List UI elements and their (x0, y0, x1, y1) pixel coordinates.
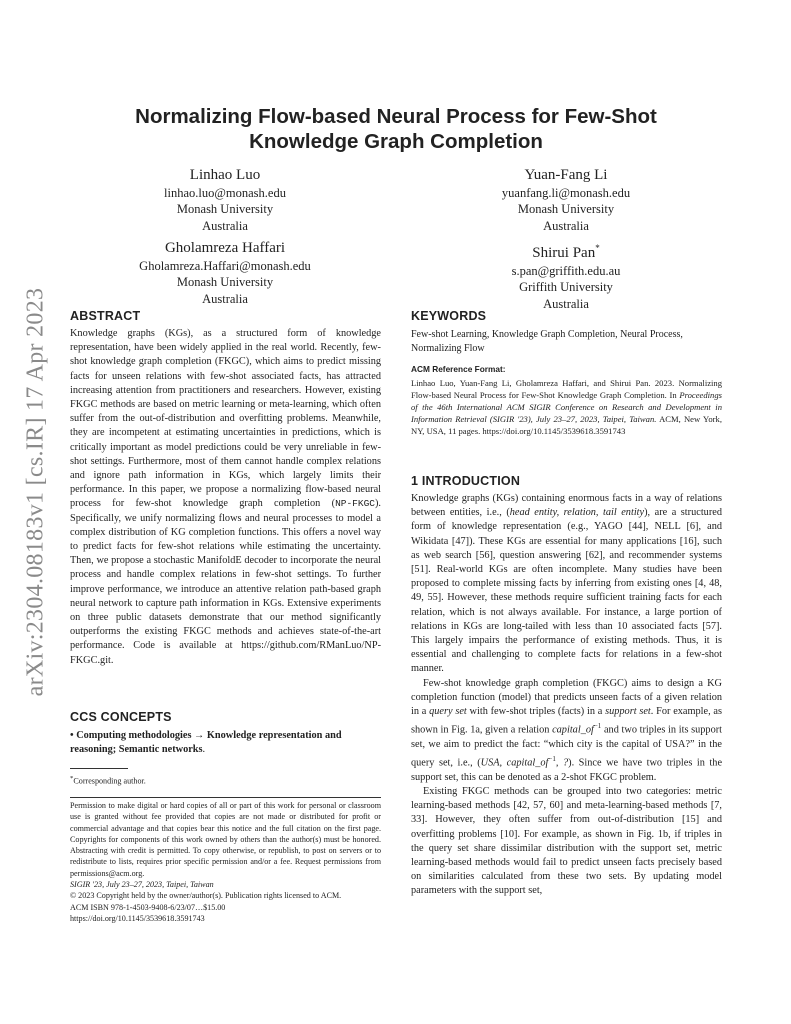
intro-paragraph: Knowledge graphs (KGs) containing enormous facts in a way of relations between entities, i.e., (head entity, relation, tail entity), are a structured form of knowledge representation (e.g., YAGO [44], NELL [6], and Wikidata [47]). These KGs are essential for many applications [16], such as web search [56], question answering [62], and recommender systems [51]. Real-world KGs are often incomplete. Many studies have been proposed to complete missing facts by inferring from existing ones [4, 48, 49, 55]. However, these methods require sufficient training facts for each relation, which is not always available. For instance, a large portion of relations in KGs are long-tailed with less than 10 associated facts [57]. This largely impairs the performance of existing methods. Thus, it is essential and challenging to complete facts for relations in a few-shot manner. (411, 493, 722, 675)
isbn: ACM ISBN 978-1-4503-9408-6/23/07…$15.00 (70, 902, 226, 912)
copyright: © 2023 Copyright held by the owner/author(s). Publication rights licensed to ACM. (70, 891, 342, 901)
paper-title (70, 104, 722, 154)
acm-reference-heading: ACM Reference Format: (411, 364, 506, 374)
author-name: Gholamreza Haffari (164, 240, 286, 256)
permission-block (70, 800, 381, 924)
conference-info: SIGIR '23, July 23–27, 2023, Taipei, Taiwan (70, 880, 214, 890)
author-email: s.pan@griffith.edu.au (511, 264, 621, 278)
author-name: Linhao Luo (189, 167, 261, 183)
author-name: Yuan-Fang Li (524, 167, 608, 183)
introduction-heading: 1 INTRODUCTION (411, 474, 521, 488)
abstract-heading: ABSTRACT (70, 309, 141, 323)
author-affiliation: Monash University (517, 202, 615, 217)
title-line-1: Normalizing Flow-based Neural Process for Few-Shot (135, 105, 657, 128)
method-name: NP-FKGC (335, 498, 375, 510)
arxiv-identifier: arXiv:2304.08183v1 [cs.IR] 17 Apr 2023 (22, 287, 49, 697)
author-country: Australia (202, 218, 248, 233)
title-line-2: Knowledge Graph Completion (249, 130, 543, 153)
author-country: Australia (543, 296, 589, 311)
author-email: Gholamreza.Haffari@monash.edu (139, 259, 311, 273)
author-country: Australia (543, 218, 589, 233)
intro-paragraph: Existing FKGC methods can be grouped into two categories: metric learning-based methods [42, 57, 60] and meta-learning-based methods [7, 33]. However, they often suffer from out-of-distribution [15] and overfitting problems [10]. For example, as shown in Fig. 1b, if triples in the query set share dissimilar distribution with the support set, metric learning-based methods would fail to predict unseen facts precisely based on similarities calculated from these two sets. By updating model parameters with the support set, (411, 785, 722, 897)
author-block (471, 166, 661, 234)
footnote-divider (70, 768, 128, 769)
ccs-concepts: • Computing methodologies → Knowledge representation and reasoning; Semantic networks. (70, 730, 342, 756)
permission-text: Permission to make digital or hard copies of all or part of this work for personal or classroom use is granted without fee provided that copies are not made or distributed for profit or commercial advantage and that copies bear this notice and the full citation on the first page. Copyrights for components of this work owned by others than the author(s) must be honored. Abstracting with credit is permitted. To copy otherwise, or republish, to post on servers or to redistribute to lists, requires prior specific permission and/or a fee. Request permissions from permissions@acm.org. (70, 801, 381, 878)
author-block (130, 166, 320, 234)
keywords-text: Few-shot Learning, Knowledge Graph Completion, Neural Process, Normalizing Flow (411, 329, 683, 355)
abstract-body: Knowledge graphs (KGs), as a structured form of knowledge representation, have been widely applied in the real world. Recently, few-shot knowledge graph completion (FKGC), which aims to predict missing facts for unseen relations with few-shot associated facts, has attracted increasing attention from practitioners and researchers. However, existing FKGC methods are based on metric learning or meta-learning, which often suffer from the out-of-distribution and overfitting problems. Meanwhile, they are incompetent at estimating uncertainties in predictions, which is critically important as model predictions could be very unreliable in few-shot settings. Furthermore, most of them cannot handle complex relations and ignore path information in KGs, which largely limits their performance. In this paper, we propose a normalizing flow-based neural process for few-shot knowledge graph completion (NP-FKGC). Specifically, we unify normalizing flows and neural processes to model a complex distribution of KG completion functions. This offers a novel way to predict facts for few-shot relations while estimating the uncertainty. Then, we propose a stochastic ManifoldE decoder to incorporate the neural process and handle complex relations in few-shot settings. To further improve performance, we introduce an attentive relation path-based graph neural network to capture path information in KGs. Extensive experiments on three public datasets demonstrate that our method significantly outperforms the existing FKGC methods and achieves state-of-the-art performance. Code is available at https://github.com/RManLuo/NP-FKGC.git. (70, 328, 381, 666)
footnote: *Corresponding author. (70, 775, 146, 786)
permission-divider (70, 797, 381, 798)
author-affiliation: Griffith University (519, 280, 613, 295)
author-email: yuanfang.li@monash.edu (501, 186, 631, 200)
intro-paragraph: Few-shot knowledge graph completion (FKGC) aims to design a KG completion function (model) that predicts unseen facts of a given relation in a query set with few-shot triples (facts) in a support set. For example, as shown in Fig. 1a, given a relation $capital\_of^{-1}$ and two triples in its support set, we aim to predict the fact: “which city is the capital of USA?” in the query set, i.e., (USA, $capital\_of^{-1}$, ?). Since we have two triples in the support set, this can be denoted as a 2-shot FKGC problem. (411, 677, 723, 783)
author-name: Shirui Pan (532, 245, 596, 261)
acm-reference-text: Linhao Luo, Yuan-Fang Li, Gholamreza Haffari, and Shirui Pan. 2023. Normalizing Flow-based Neural Process for Few-Shot Knowledge Graph Completion. In Proceedings of the 46th International ACM SIGIR Conference on Research and Development in Information Retrieval (SIGIR '23), July 23–27, 2023, Taipei, Taiwan. ACM, New York, NY, USA, 11 pages. https://doi.org/10.1145/3539618.3591743 (411, 378, 722, 437)
keywords-heading: KEYWORDS (411, 309, 487, 323)
introduction-body (411, 492, 722, 899)
author-email: linhao.luo@monash.edu (164, 186, 286, 200)
author-block (471, 239, 661, 312)
author-affiliation: Monash University (176, 275, 274, 290)
corresponding-mark: * (595, 243, 600, 253)
doi-link[interactable]: https://doi.org/10.1145/3539618.3591743 (70, 913, 205, 923)
arxiv-sidebar (19, 282, 53, 702)
author-affiliation: Monash University (176, 202, 274, 217)
ccs-heading: CCS CONCEPTS (70, 710, 172, 724)
author-country: Australia (202, 291, 248, 306)
author-block (120, 239, 330, 307)
